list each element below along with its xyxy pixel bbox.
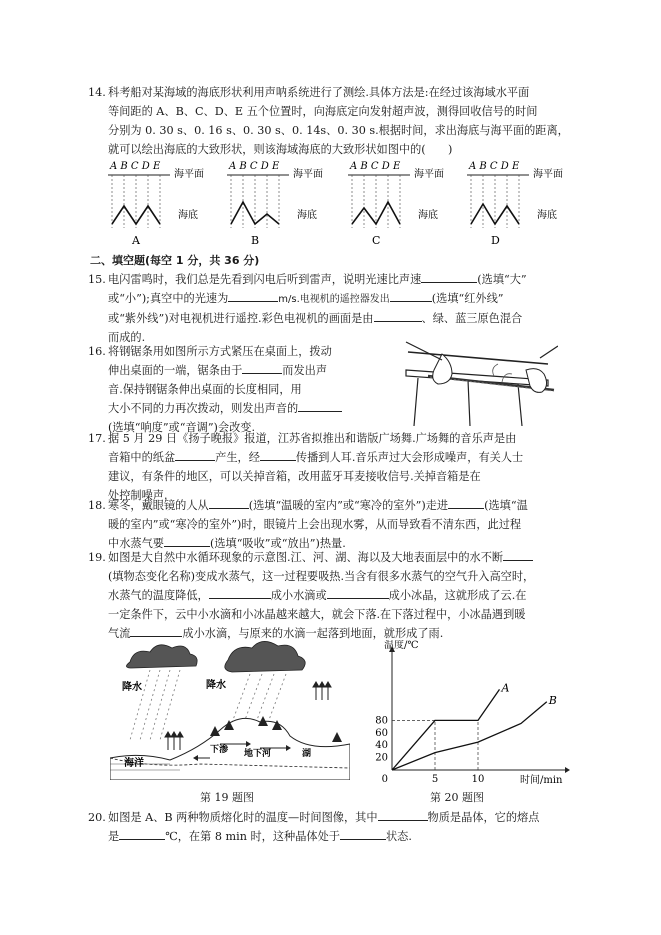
- question-number: 14.: [88, 86, 106, 99]
- position-letters: A B C D E: [350, 161, 401, 172]
- text-segment: m/s.电视机的遥控器发出: [278, 294, 390, 305]
- answer-blank[interactable]: [298, 400, 342, 412]
- text-segment: (选填“红外线”: [431, 292, 504, 305]
- text-segment: 或“小”);真空中的光速为: [108, 292, 229, 305]
- answer-blank[interactable]: [164, 535, 210, 547]
- figure-19-caption: 第 19 题图: [200, 791, 254, 804]
- text-segment: 成小水滴或: [270, 589, 327, 602]
- answer-blank[interactable]: [340, 828, 386, 840]
- y-tick-label: 20: [375, 752, 388, 764]
- text-segment: 状态.: [385, 830, 412, 843]
- series-label-a: A: [501, 681, 510, 695]
- text-segment: 气流: [108, 627, 131, 640]
- question-18: [90, 496, 570, 553]
- question-text: [90, 548, 570, 643]
- answer-blank[interactable]: [119, 828, 165, 840]
- text-segment: 将钢锯条用如图所示方式紧压在桌面上，拨动: [108, 345, 332, 358]
- text-segment: 而成的.: [108, 331, 146, 344]
- question-20: [90, 808, 570, 846]
- text-segment: ℃，在第 8 min 时，这种晶体处于: [165, 830, 340, 843]
- text-line: 就可以绘出海底的大致形状，则该海域海底的大致形状如图中的( ): [108, 143, 453, 156]
- position-letters: A B C D E: [469, 161, 520, 172]
- option-label: B: [251, 234, 260, 247]
- option-label: A: [132, 234, 140, 247]
- x-axis-label: 时间/min: [520, 775, 563, 785]
- text-segment: 音.保持钢锯条伸出桌面的长度相同，用: [108, 383, 302, 396]
- text-segment: 如图是 A、B 两种物质熔化时的温度—时间图像，其中: [108, 811, 378, 824]
- figure-20-caption: 第 20 题图: [430, 791, 484, 804]
- question-number: 17.: [88, 432, 106, 445]
- question-text: [90, 429, 570, 505]
- series-line-a: [392, 689, 500, 770]
- sea-floor-label: 海底: [537, 210, 557, 221]
- question-number: 15.: [88, 273, 106, 286]
- text-segment: 中水蒸气要: [108, 537, 164, 550]
- text-segment: (选填“温暖的室内”或“寒冷的室外”)走进: [248, 499, 449, 512]
- question-number: 18.: [88, 499, 106, 512]
- answer-blank[interactable]: [209, 587, 271, 599]
- text-segment: 音箱中的纸盆: [108, 451, 176, 464]
- answer-blank[interactable]: [390, 290, 432, 302]
- text-segment: 电闪雷鸣时，我们总是先看到闪电后听到雷声，说明光速比声速: [108, 273, 422, 286]
- question-19: [90, 548, 570, 643]
- text-line: 等间距的 A、B、C、D、E 五个位置时，向海底定向发射超声波，测得回收信号的时间: [108, 105, 538, 118]
- text-segment: 据 5 月 29 日《扬子晚报》报道，江苏省拟推出和谐版广场舞.广场舞的音乐声是由: [108, 432, 517, 445]
- answer-blank[interactable]: [327, 587, 389, 599]
- text-segment: 伸出桌面的一端，锯条由于: [108, 364, 243, 377]
- temperature-time-chart: [370, 640, 570, 785]
- text-segment: 产生，经: [215, 451, 260, 464]
- melting-chart: [370, 640, 570, 788]
- text-segment: 建议，有条件的地区，可以关掉音箱，改用蓝牙耳麦接收信号.关掉音箱是在: [108, 470, 481, 483]
- rain-label-right: 降水: [206, 680, 226, 691]
- question-15: [90, 270, 570, 347]
- text-segment: (填物态变化名称)变成水蒸气，这一过程要吸热.当含有很多水蒸气的空气升入高空时，: [108, 570, 535, 583]
- series-label-b: B: [548, 693, 557, 707]
- text-segment: (选填“吸收”或“放出”)热量.: [209, 537, 346, 550]
- option-label: D: [491, 234, 500, 247]
- text-segment: 一定条件下，云中小水滴和小冰晶越来越大，就会下落.在下落过程中，小冰晶遇到暖: [108, 608, 526, 621]
- position-letters: A B C D E: [110, 161, 161, 172]
- y-tick-label: 60: [375, 727, 388, 739]
- sea-level-label: 海平面: [174, 169, 204, 180]
- chart-series: [392, 681, 557, 770]
- saw-blade-figure: [398, 340, 558, 431]
- answer-blank[interactable]: [374, 310, 422, 322]
- chart-axes: [389, 646, 570, 773]
- question-text: [90, 808, 570, 846]
- text-segment: 寒冬，戴眼镜的人从: [108, 499, 209, 512]
- water-cycle-figure: [110, 640, 350, 783]
- sea-level-label: 海平面: [293, 169, 323, 180]
- x-tick-label: 5: [431, 774, 439, 785]
- option-diagram-a[interactable]: [108, 158, 220, 248]
- question-number: 16.: [88, 345, 106, 358]
- question-16: [90, 342, 380, 437]
- underground-river-label: 地下河: [244, 749, 272, 759]
- option-diagram-c[interactable]: [348, 158, 460, 248]
- y-axis-label: 温度/℃: [384, 640, 419, 651]
- series-line-b: [392, 702, 547, 770]
- sea-level-label: 海平面: [414, 169, 444, 180]
- section-heading: 二、填空题(每空 1 分，共 36 分): [90, 254, 260, 267]
- y-tick-label: 80: [375, 715, 388, 727]
- text-segment: 传播到人耳.音乐声过大会形成噪声，有关人士: [295, 451, 524, 464]
- sea-floor-label: 海底: [297, 210, 317, 221]
- position-letters: A B C D E: [229, 161, 280, 172]
- text-segment: 处控制噪声.: [108, 489, 168, 502]
- text-segment: 水蒸气的温度降低，: [108, 589, 209, 602]
- answer-blank[interactable]: [130, 625, 182, 637]
- text-segment: 是: [108, 830, 120, 843]
- text-segment: 成小水滴，与原来的水滴一起落到地面，就形成了雨.: [182, 627, 444, 640]
- option-label: C: [372, 234, 381, 247]
- question-number: 20.: [88, 811, 106, 824]
- answer-blank[interactable]: [503, 549, 533, 561]
- question-text: [90, 342, 380, 437]
- x-axis-arrow: [565, 767, 570, 773]
- question-number: 19.: [88, 551, 106, 564]
- question-text: [90, 496, 570, 553]
- option-diagram-d[interactable]: [467, 158, 579, 248]
- x-tick-label: 10: [471, 774, 485, 785]
- sea-floor-label: 海底: [178, 210, 198, 221]
- text-segment: 、绿、蓝三原色混合: [421, 312, 523, 325]
- seep-label: 下渗: [210, 745, 229, 755]
- answer-blank[interactable]: [175, 449, 215, 461]
- question-17: [90, 429, 570, 505]
- text-segment: 物质是晶体，它的熔点: [427, 811, 540, 824]
- sea-level-label: 海平面: [533, 169, 563, 180]
- answer-blank[interactable]: [260, 449, 296, 461]
- answer-blank[interactable]: [228, 290, 278, 302]
- text-segment: (选填“温: [484, 499, 528, 512]
- answer-blank[interactable]: [448, 497, 484, 509]
- answer-blank[interactable]: [421, 271, 477, 283]
- text-segment: 如图是大自然中水循环现象的示意图.江、河、湖、海以及大地表面层中的水不断: [108, 551, 504, 564]
- origin-label: 0: [381, 774, 388, 785]
- question-14: [90, 83, 570, 159]
- sea-floor-label: 海底: [418, 210, 438, 221]
- question-text: [90, 270, 570, 347]
- option-diagram-b[interactable]: [227, 158, 339, 248]
- y-tick-label: 40: [375, 740, 388, 752]
- rain-label-left: 降水: [122, 682, 142, 693]
- text-segment: 成小冰晶，这就形成了云.在: [388, 589, 527, 602]
- text-segment: 或“紫外线”)对电视机进行遥控.彩色电视机的画面是由: [108, 312, 374, 325]
- answer-blank[interactable]: [209, 497, 249, 509]
- lake-label: 湖: [302, 749, 312, 759]
- question-text: [90, 83, 570, 159]
- saw-blade-diagram: [398, 340, 558, 428]
- text-segment: 暖的室内”或“寒冷的室外”)时，眼镜片上会出现水雾，从而导致看不清东西，此过程: [108, 518, 522, 531]
- text-segment: (选填“大”: [477, 273, 527, 286]
- text-segment: 而发出声: [282, 364, 328, 377]
- answer-blank[interactable]: [378, 809, 428, 821]
- ocean-label: 海洋: [124, 758, 144, 769]
- answer-blank[interactable]: [242, 362, 282, 374]
- text-line: 分别为 0. 30 s、0. 16 s、0. 30 s、0. 14s、0. 30 s.根据时间，求出海底与海平面的距离，: [108, 124, 569, 137]
- text-segment: (选填“响度”或“音调”)会改变.: [108, 421, 256, 434]
- text-segment: 大小不同的力再次拨动，则发出声音的: [108, 402, 299, 415]
- water-cycle-diagram: [110, 640, 350, 780]
- text-line: 科考船对某海域的海底形状利用声呐系统进行了测绘.具体方法是:在经过该海域水平面: [108, 86, 530, 99]
